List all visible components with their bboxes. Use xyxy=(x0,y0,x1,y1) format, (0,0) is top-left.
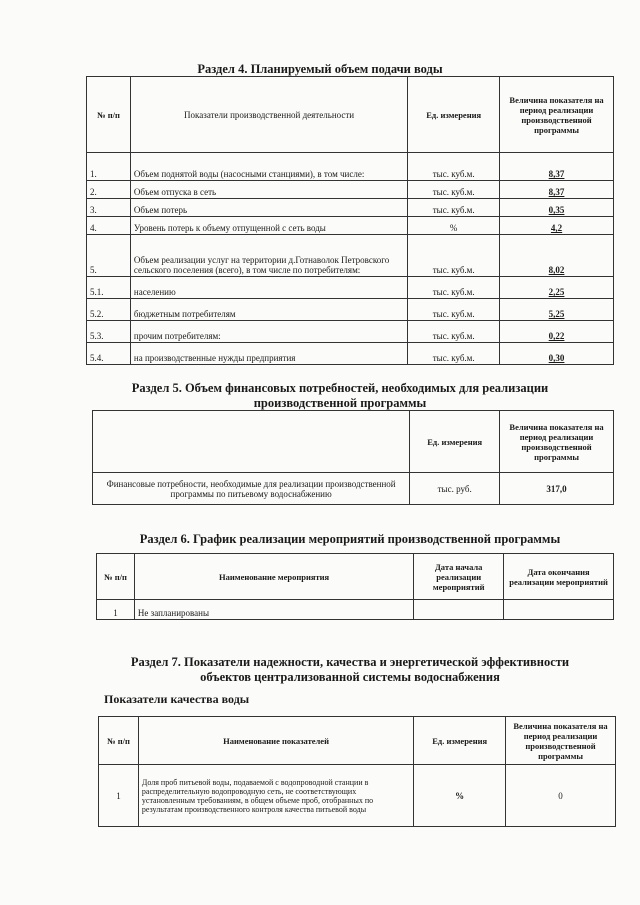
row-name: Объем отпуска в сеть xyxy=(130,181,407,199)
row-name: Не запланированы xyxy=(134,600,413,620)
row-name: бюджетным потребителям xyxy=(130,299,407,321)
row-num: 3. xyxy=(87,199,131,217)
row-unit: тыс. куб.м. xyxy=(408,343,500,365)
row-name: прочим потребителям: xyxy=(130,321,407,343)
row-value: 4,2 xyxy=(500,217,614,235)
s6-header-end: Дата окончания реализации мероприятий xyxy=(504,554,614,600)
row-value: 8,37 xyxy=(500,181,614,199)
row-name: Доля проб питьевой воды, подаваемой с водопроводной станции в распределительную водопроводную сеть, не соответствующих установленным требованиям, в общем объеме проб, отобранных по результатам производственного контроля качества питьевой воды xyxy=(138,765,413,827)
row-num: 4. xyxy=(87,217,131,235)
row-num: 1 xyxy=(97,600,135,620)
row-name: на производственные нужды предприятия xyxy=(130,343,407,365)
table-row xyxy=(87,217,614,235)
row-value: 2,25 xyxy=(500,277,614,299)
table-row xyxy=(87,235,614,277)
s6-header-name: Наименование мероприятия xyxy=(134,554,413,600)
s4-header-name: Показатели производственной деятельности xyxy=(130,77,407,153)
row-num: 5. xyxy=(87,235,131,277)
s7-header-num: № п/п xyxy=(99,717,139,765)
row-num: 1 xyxy=(99,765,139,827)
row-unit: тыс. куб.м. xyxy=(408,199,500,217)
section-6-title: Раздел 6. График реализации мероприятий производственной программы xyxy=(139,532,561,546)
s4-header-unit: Ед. измерения xyxy=(408,77,500,153)
table-row xyxy=(87,153,614,181)
row-name: населению xyxy=(130,277,407,299)
section-5-title: Раздел 5. Объем финансовых потребностей, необходимых для реализации производственной программы xyxy=(131,381,549,410)
s7-header-name: Наименование показателей xyxy=(138,717,413,765)
row-name: Уровень потерь к объему отпущенной с сеть воды xyxy=(130,217,407,235)
section-7-table xyxy=(98,716,616,827)
row-name: Объем потерь xyxy=(130,199,407,217)
table-row xyxy=(87,181,614,199)
row-num: 5.1. xyxy=(87,277,131,299)
table-row xyxy=(87,321,614,343)
table-row xyxy=(87,199,614,217)
s6-header-start: Дата начала реализации мероприятий xyxy=(414,554,504,600)
row-value: 317,0 xyxy=(500,473,614,505)
section-6-table xyxy=(96,553,614,620)
row-num: 5.2. xyxy=(87,299,131,321)
row-num: 2. xyxy=(87,181,131,199)
row-unit: тыс. руб. xyxy=(410,473,500,505)
row-name: Объем реализации услуг на территории д.Готнаволок Петровского сельского поселения (всего), в том числе по потребителям: xyxy=(130,235,407,277)
row-unit: тыс. куб.м. xyxy=(408,235,500,277)
table-row xyxy=(87,299,614,321)
row-value: 5,25 xyxy=(500,299,614,321)
s4-header-num: № п/п xyxy=(87,77,131,153)
s6-header-num: № п/п xyxy=(97,554,135,600)
row-unit: тыс. куб.м. xyxy=(408,321,500,343)
section-7-subtitle: Показатели качества воды xyxy=(104,692,250,706)
row-unit: % xyxy=(408,217,500,235)
row-unit: тыс. куб.м. xyxy=(408,153,500,181)
section-4-title: Раздел 4. Планируемый объем подачи воды xyxy=(197,62,443,76)
row-unit: тыс. куб.м. xyxy=(408,277,500,299)
section-5-table xyxy=(92,410,614,505)
row-value: 0,35 xyxy=(500,199,614,217)
row-unit: тыс. куб.м. xyxy=(408,181,500,199)
s5-header-name xyxy=(93,411,410,473)
table-row xyxy=(99,765,616,827)
row-value: 0 xyxy=(506,765,616,827)
s5-header-value: Величина показателя на период реализации производственной программы xyxy=(500,411,614,473)
table-row xyxy=(97,600,614,620)
row-value: 8,02 xyxy=(500,235,614,277)
row-value: 8,37 xyxy=(500,153,614,181)
s7-header-unit: Ед. измерения xyxy=(414,717,506,765)
row-unit: тыс. куб.м. xyxy=(408,299,500,321)
row-start xyxy=(414,600,504,620)
table-row xyxy=(93,473,614,505)
row-value: 0,22 xyxy=(500,321,614,343)
table-row xyxy=(87,343,614,365)
s5-header-unit: Ед. измерения xyxy=(410,411,500,473)
row-name: Финансовые потребности, необходимые для реализации производственной программы по питьевому водоснабжению xyxy=(93,473,410,505)
table-row xyxy=(87,277,614,299)
section-4-table xyxy=(86,76,614,365)
section-7-title: Раздел 7. Показатели надежности, качества и энергетической эффективности объектов централизованной системы водоснабжения xyxy=(130,655,570,684)
row-num: 5.3. xyxy=(87,321,131,343)
row-num: 5.4. xyxy=(87,343,131,365)
s7-header-value: Величина показателя на период реализации производственной программы xyxy=(506,717,616,765)
row-unit: % xyxy=(414,765,506,827)
row-num: 1. xyxy=(87,153,131,181)
s4-header-value: Величина показателя на период реализации производственной программы xyxy=(500,77,614,153)
row-end xyxy=(504,600,614,620)
row-name: Объем поднятой воды (насосными станциями), в том числе: xyxy=(130,153,407,181)
row-value: 0,30 xyxy=(500,343,614,365)
